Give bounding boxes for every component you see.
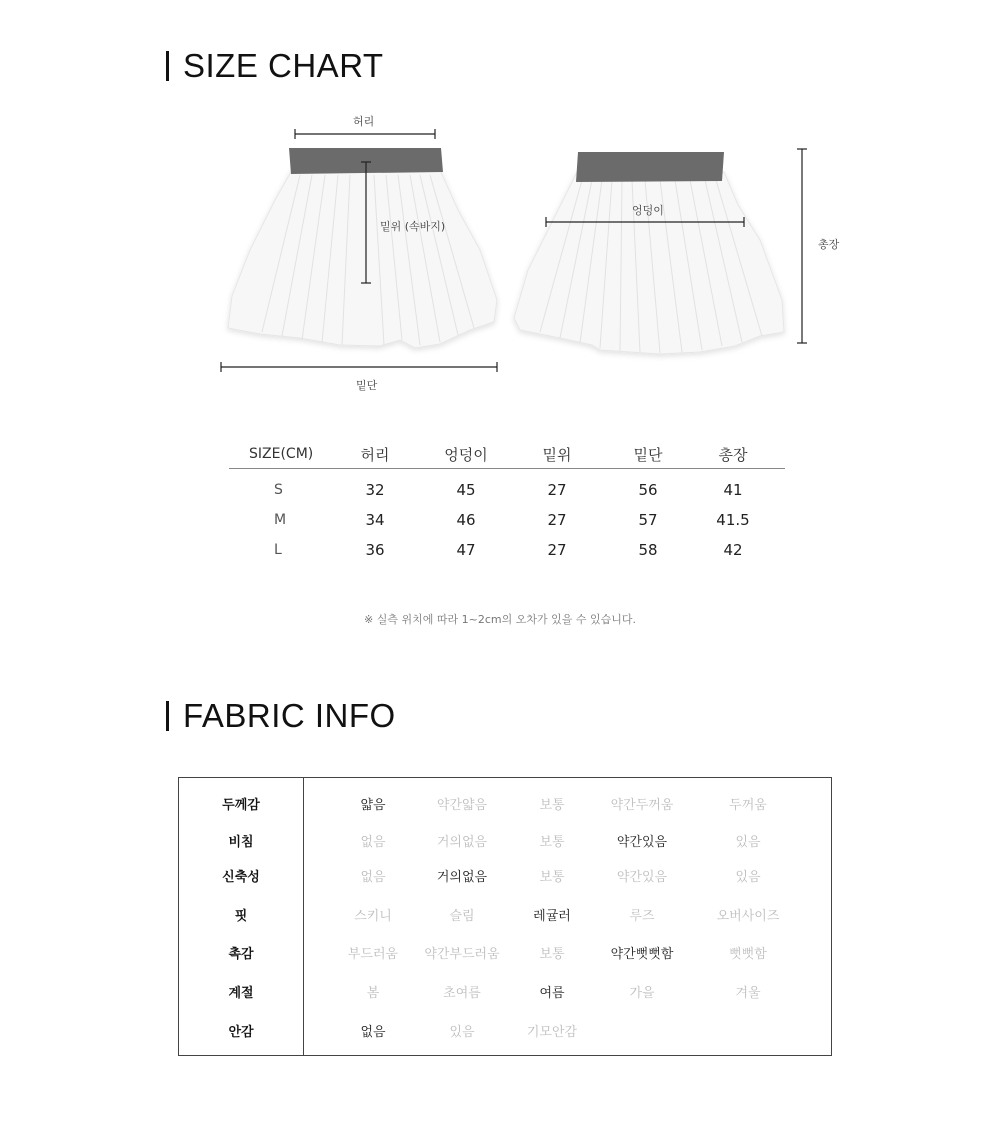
rise-cell: 27 bbox=[547, 511, 567, 529]
fabric-row-fit bbox=[179, 903, 831, 925]
skirt-measurement-diagram bbox=[0, 0, 1000, 400]
skirt-illustration bbox=[0, 0, 1000, 400]
fabric-row-stretch bbox=[179, 864, 831, 886]
fabric-label: 두께감 bbox=[222, 798, 260, 813]
header-waist: 허리 bbox=[360, 445, 390, 464]
fabric-option: 보통 bbox=[539, 835, 565, 850]
hem-cell: 57 bbox=[638, 511, 658, 529]
fabric-option: 루즈 bbox=[629, 909, 655, 924]
header-size: SIZE(CM) bbox=[249, 446, 314, 462]
fabric-label: 촉감 bbox=[228, 947, 254, 962]
length-cell: 42 bbox=[723, 541, 743, 559]
fabric-option: 거의없음 bbox=[436, 870, 488, 885]
fabric-option: 없음 bbox=[360, 870, 386, 885]
fabric-row-texture bbox=[179, 941, 831, 963]
size-cell: M bbox=[274, 512, 287, 528]
hip-cell: 46 bbox=[456, 511, 476, 529]
header-hem: 밑단 bbox=[633, 445, 663, 464]
back-skirt bbox=[514, 172, 784, 354]
fabric-option: 기모안감 bbox=[526, 1025, 578, 1040]
fabric-option: 부드러움 bbox=[347, 947, 399, 962]
fabric-info-title bbox=[166, 697, 396, 735]
size-cell: L bbox=[274, 542, 282, 558]
fabric-option: 보통 bbox=[539, 870, 565, 885]
table-row bbox=[229, 535, 785, 565]
fabric-label: 신축성 bbox=[222, 870, 260, 885]
waist-label: 허리 bbox=[353, 115, 375, 128]
hip-cell: 47 bbox=[456, 541, 476, 559]
size-chart-title-text: SIZE CHART bbox=[183, 47, 384, 84]
size-cell: S bbox=[274, 482, 283, 498]
hem-label: 밑단 bbox=[356, 379, 378, 392]
fabric-option: 가을 bbox=[629, 986, 655, 1001]
fabric-option: 거의없음 bbox=[436, 835, 488, 850]
fabric-option: 오버사이즈 bbox=[716, 909, 780, 924]
hem-cell: 58 bbox=[638, 541, 658, 559]
fabric-option: 얇음 bbox=[360, 798, 386, 813]
fabric-option: 약간뻣뻣함 bbox=[610, 947, 674, 962]
fabric-option: 약간있음 bbox=[616, 870, 668, 885]
fabric-row-season bbox=[179, 980, 831, 1002]
fabric-option: 약간얇음 bbox=[436, 798, 488, 813]
hem-cell: 56 bbox=[638, 481, 658, 499]
fabric-option: 레귤러 bbox=[533, 909, 571, 924]
fabric-option: 보통 bbox=[539, 947, 565, 962]
fabric-label: 핏 bbox=[234, 909, 248, 924]
rise-cell: 27 bbox=[547, 481, 567, 499]
fabric-option: 여름 bbox=[539, 986, 565, 1001]
fabric-option: 뻣뻣함 bbox=[729, 947, 767, 962]
fabric-option: 슬림 bbox=[449, 909, 475, 924]
fabric-row-lining bbox=[179, 1019, 831, 1041]
fabric-label: 비침 bbox=[228, 835, 254, 850]
fabric-row-thickness bbox=[179, 792, 831, 814]
fabric-option: 있음 bbox=[449, 1025, 475, 1040]
waist-cell: 34 bbox=[365, 511, 385, 529]
fabric-option: 있음 bbox=[735, 835, 761, 850]
fabric-label: 계절 bbox=[228, 986, 254, 1001]
back-waistband bbox=[576, 152, 724, 182]
fabric-option: 스키니 bbox=[354, 909, 392, 924]
rise-cell: 27 bbox=[547, 541, 567, 559]
length-cell: 41.5 bbox=[716, 511, 750, 529]
fabric-row-sheerness bbox=[179, 829, 831, 851]
header-length: 총장 bbox=[718, 445, 748, 464]
length-cell: 41 bbox=[723, 481, 743, 499]
fabric-option: 두꺼움 bbox=[729, 798, 767, 813]
front-skirt bbox=[228, 170, 497, 348]
fabric-option: 있음 bbox=[735, 870, 761, 885]
size-table-header bbox=[229, 440, 785, 469]
fabric-option: 보통 bbox=[539, 798, 565, 813]
table-row bbox=[229, 505, 785, 535]
table-row bbox=[229, 475, 785, 505]
waist-cell: 32 bbox=[365, 481, 385, 499]
length-label: 총장 bbox=[818, 238, 840, 251]
fabric-option: 약간있음 bbox=[616, 835, 668, 850]
hip-cell: 45 bbox=[456, 481, 476, 499]
fabric-option: 약간부드러움 bbox=[424, 947, 500, 962]
fabric-info-table bbox=[178, 777, 832, 1056]
fabric-info-title-text: FABRIC INFO bbox=[183, 697, 396, 734]
waist-cell: 36 bbox=[365, 541, 385, 559]
header-rise: 밑위 bbox=[542, 445, 572, 464]
fabric-option: 약간두꺼움 bbox=[610, 798, 674, 813]
fabric-option: 겨울 bbox=[735, 986, 761, 1001]
measurement-note: ※ 실측 위치에 따라 1~2cm의 오차가 있을 수 있습니다. bbox=[364, 613, 636, 626]
fabric-option: 초여름 bbox=[443, 986, 481, 1001]
rise-label: 밑위 (속바지) bbox=[380, 220, 446, 233]
header-hip: 엉덩이 bbox=[444, 445, 488, 464]
size-table bbox=[229, 440, 785, 565]
fabric-option: 없음 bbox=[360, 1025, 386, 1040]
fabric-label: 안감 bbox=[228, 1025, 254, 1040]
hip-label: 엉덩이 bbox=[632, 204, 664, 217]
fabric-option: 봄 bbox=[366, 986, 380, 1001]
fabric-option: 없음 bbox=[360, 835, 386, 850]
title-bar bbox=[166, 701, 169, 731]
